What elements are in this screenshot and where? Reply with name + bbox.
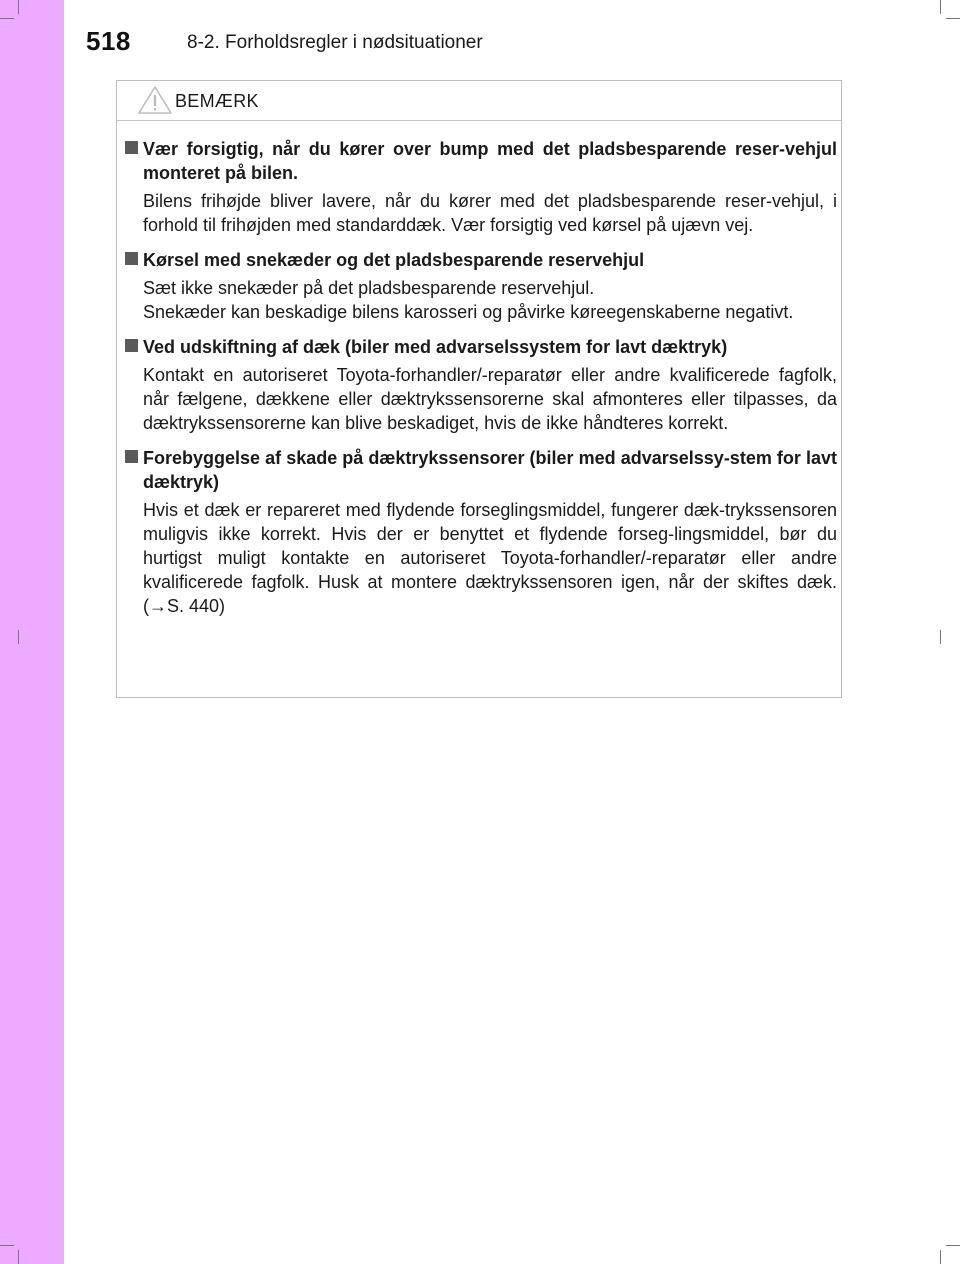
crop-mark-top-left-v — [18, 0, 19, 14]
square-bullet-icon — [125, 339, 138, 352]
crop-mark-mid-right — [940, 630, 941, 644]
square-bullet-icon — [125, 252, 138, 265]
notice-label: BEMÆRK — [175, 91, 259, 111]
notice-item-body: Sæt ikke snekæder på det pladsbesparende reservehjul. — [143, 278, 595, 298]
notice-header — [117, 81, 841, 121]
crop-mark-bottom-left-v — [18, 1250, 19, 1264]
notice-item — [125, 335, 837, 435]
square-bullet-icon — [125, 450, 138, 463]
notice-item — [125, 137, 837, 237]
crop-mark-bottom-left — [0, 1245, 14, 1246]
section-title: 8-2. Forholdsregler i nødsituationer — [187, 32, 483, 53]
notice-item-body: Hvis et dæk er repareret med flydende forseglingsmiddel, fungerer dæk-trykssensoren muligvis ikke korrekt. Hvis der er benyttet et flydende forseg-lingsmiddel, bør du hurtigst muligt kontakte en autoriseret Toyota-forhandler/-reparatør eller andre kvalificerede fagfolk. Husk at montere dæktrykssensoren igen, når der skiftes dæk. (→S. 440) — [143, 500, 837, 616]
square-bullet-icon — [125, 141, 138, 154]
notice-item-heading: Forebyggelse af skade på dæktrykssensorer (biler med advarselssy-stem for lavt dæktryk) — [143, 448, 837, 492]
crop-mark-bottom-right — [946, 1245, 960, 1246]
side-color-strip — [0, 0, 64, 1264]
crop-mark-bottom-right-v — [940, 1250, 941, 1264]
notice-item-body: Kontakt en autoriseret Toyota-forhandler/-reparatør eller andre kvalificerede fagfolk, når fælgene, dækkene eller dæktrykssensorerne skal afmonteres eller tilpasses, da dæktrykssensorerne kan blive beskadiget, hvis de ikke håndteres korrekt. — [143, 365, 837, 433]
crop-mark-top-left — [0, 18, 14, 19]
notice-item-heading: Vær forsigtig, når du kører over bump med det pladsbesparende reser-vehjul monteret på bilen. — [143, 139, 837, 183]
crop-mark-top-right-v — [940, 0, 941, 14]
notice-item — [125, 446, 837, 618]
notice-box — [116, 80, 842, 698]
notice-item-heading: Ved udskiftning af dæk (biler med advarselssystem for lavt dæktryk) — [143, 337, 728, 357]
warning-triangle-icon — [137, 85, 173, 115]
crop-mark-mid-left — [18, 630, 19, 644]
notice-content — [125, 137, 837, 629]
page-number: 518 — [86, 26, 131, 56]
crop-mark-top-right — [946, 18, 960, 19]
notice-item — [125, 248, 837, 324]
notice-item-body: Snekæder kan beskadige bilens karosseri og påvirke køreegenskaberne negativt. — [143, 302, 794, 322]
notice-item-body: Bilens frihøjde bliver lavere, når du kører med det pladsbesparende reser-vehjul, i forhold til frihøjden med standarddæk. Vær forsigtig ved kørsel på ujævn vej. — [143, 191, 837, 235]
notice-item-heading: Kørsel med snekæder og det pladsbesparende reservehjul — [143, 250, 645, 270]
